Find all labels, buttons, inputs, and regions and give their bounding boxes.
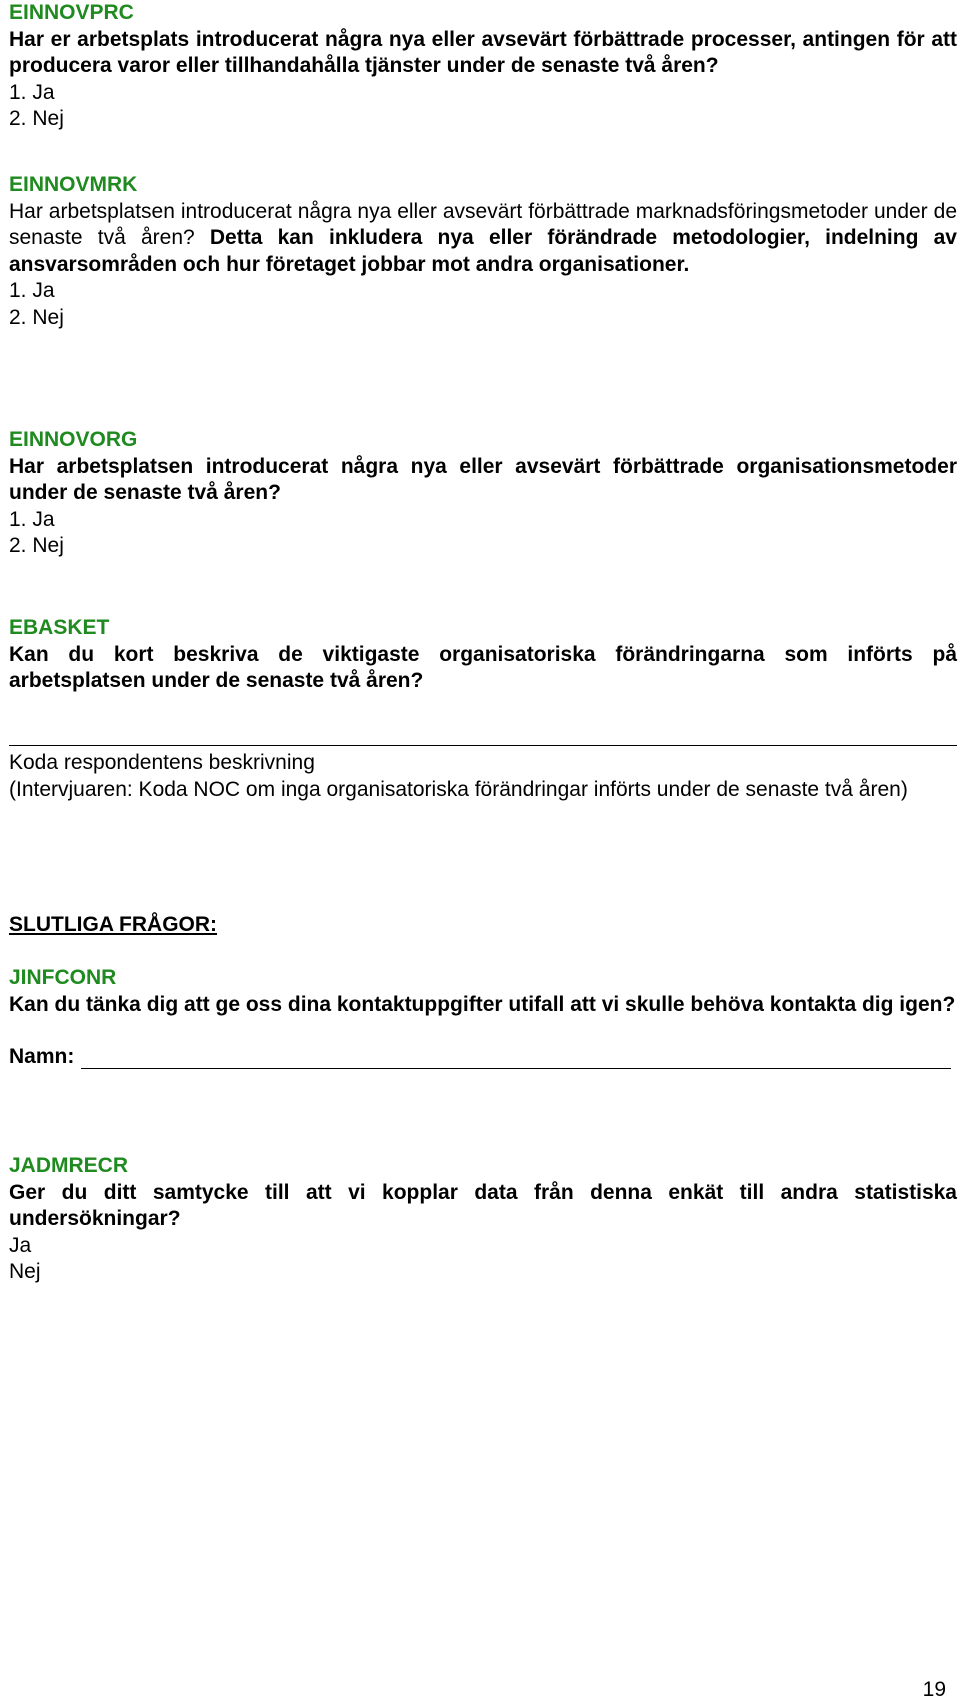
answer-option-yes: Ja — [9, 1233, 32, 1257]
question-text: Ger du ditt samtycke till att vi kopplar data från denna enkät till andra statistiska undersökningar? — [9, 1180, 957, 1230]
question-text: Kan du tänka dig att ge oss dina kontaktuppgifter utifall att vi skulle behöva kontakta dig igen? — [9, 992, 956, 1016]
answer-option-yes: 1. Ja — [9, 279, 55, 302]
question-code: EBASKET — [9, 616, 110, 639]
answer-option-no: Nej — [9, 1260, 41, 1283]
answer-label: Koda respondentens beskrivning — [9, 751, 315, 774]
question-text — [9, 199, 957, 279]
answer-option-no: 2. Nej — [9, 534, 64, 557]
question-code: JADMRECR — [9, 1154, 129, 1177]
section-jinfconr — [9, 965, 957, 1018]
question-text: Har arbetsplatsen introducerat några nya eller avsevärt förbättrade organisationsmetoder under de senaste två åren? — [9, 454, 957, 504]
interviewer-note: (Intervjuaren: Koda NOC om inga organisatoriska förändringar införts under de senaste två åren) — [9, 777, 908, 801]
question-code: EINNOVORG — [9, 428, 138, 451]
question-text: Kan du kort beskriva de viktigaste organisatoriska förändringarna som införts på arbetsplatsen under de senaste två åren? — [9, 642, 957, 692]
section-einnovprc — [9, 0, 957, 133]
question-code: JINFCONR — [9, 966, 117, 989]
final-questions-heading: SLUTLIGA FRÅGOR: — [9, 913, 218, 936]
question-code: EINNOVMRK — [9, 173, 138, 196]
section-einnovmrk — [9, 172, 957, 331]
answer-option-no: 2. Nej — [9, 305, 64, 329]
answer-option-no: 2. Nej — [9, 107, 64, 130]
question-text-main: Har arbetsplatsen introducerat några nya eller avsevärt förbättrade marknadsföringsmetoder under de senaste två åren? — [9, 199, 957, 249]
section-jadmrecr — [9, 1153, 957, 1286]
section-einnovorg — [9, 427, 957, 560]
answer-line[interactable] — [9, 745, 957, 746]
section-ebasket-notes — [9, 750, 957, 803]
page-number: 19 — [922, 1678, 946, 1701]
section-ebasket — [9, 615, 957, 695]
name-field-row — [9, 1044, 957, 1072]
question-code: EINNOVPRC — [9, 1, 134, 24]
name-input-line[interactable] — [81, 1068, 951, 1069]
answer-option-yes: 1. Ja — [9, 507, 55, 531]
answer-option-yes: 1. Ja — [9, 80, 55, 104]
question-text: Har er arbetsplats introducerat några nya eller avsevärt förbättrade processer, antingen för att producera varor eller tillhandahålla tjänster under de senaste två åren? — [9, 27, 957, 77]
name-label: Namn: — [9, 1045, 75, 1068]
question-text-detail: Detta kan inkludera nya eller förändrade metodologier, indelning av ansvarsområden och hur företaget jobbar mot andra organisationer. — [9, 226, 957, 276]
